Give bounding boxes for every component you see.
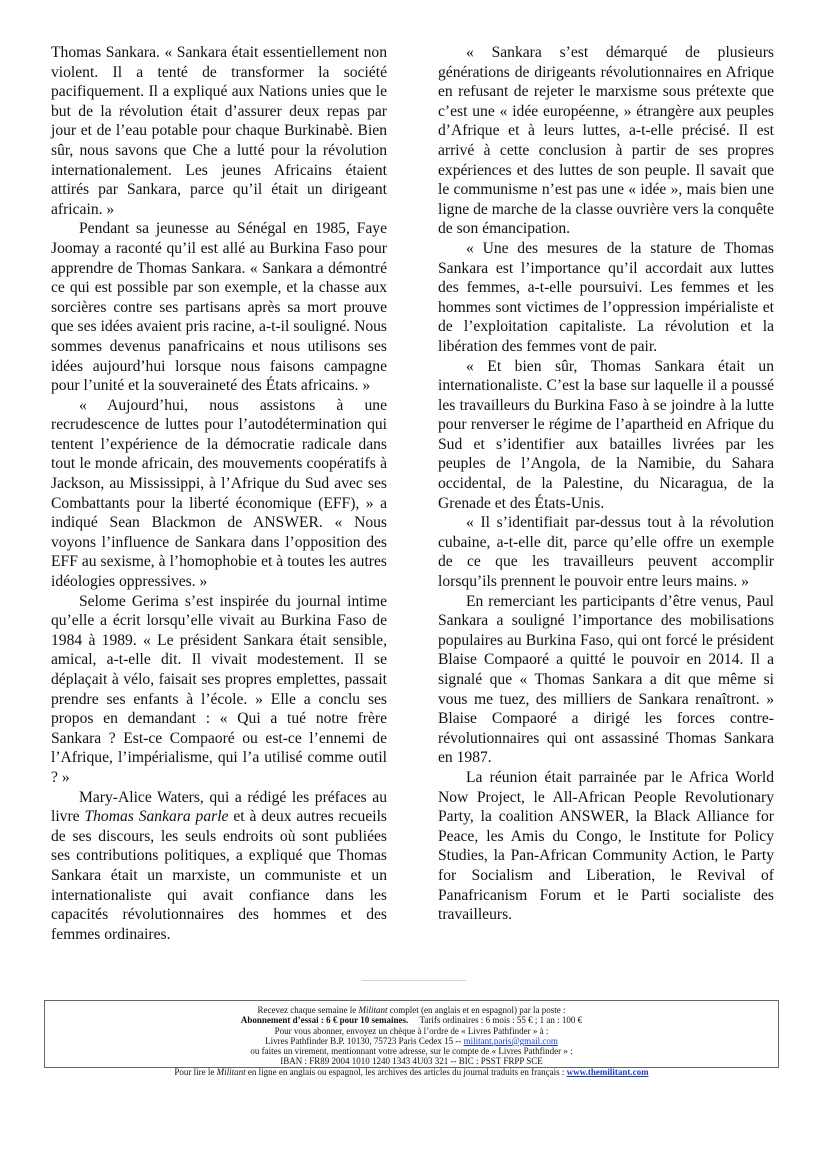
email-link[interactable]: militant.paris@gmail.com — [463, 1035, 558, 1046]
paragraph: « Aujourd’hui, nous assistons à une recrudescence de luttes pour l’autodétermination qui tentent l’expérience de la démocratie radicale dans tout le monde africain, des mouvements coopératifs à Jackson, au Mississippi, à l’Afrique du Sud avec ses Combattants pour la liberté économique (EFF), » a indiqué Sean Blackmon de ANSWER. « Nous voyons l’influence de Sankara dans l’opposition des EFF au sexisme, à l’homophobie et à toutes les autres idéologies oppressives. » — [51, 396, 387, 591]
paragraph: « Il s’identifiait par-dessus tout à la révolution cubaine, a-t-elle dit, parce qu’elle offre un exemple de ce que les travailleurs peuvent accomplir lorsqu’ils prennent le pouvoir entre leurs mains. » — [438, 514, 774, 591]
paragraph: Thomas Sankara. « Sankara était essentiellement non violent. Il a tenté de transformer la société pacifiquement. Il a expliqué aux Nations unies que le but de la révolution était d’assurer deux repas par jour et de l’eau potable pour chaque Burkinabè. Bien sûr, nous savons que Che a lutté pour la révolution internationalement. Les jeunes Africains étaient attirés par Sankara, parce qu’il était un dirigeant africain. » — [51, 44, 387, 218]
transfer-line: ou faites un virement, mentionnant votre adresse, sur le compte de « Livres Pathfinder » : — [250, 1046, 573, 1057]
instructions-line: Pour vous abonner, envoyez un chèque à l’ordre de « Livres Pathfinder » à : — [274, 1025, 549, 1036]
pricing-line — [45, 1015, 778, 1025]
paragraph — [51, 788, 387, 945]
footer-text: Recevez chaque semaine le — [257, 1005, 359, 1015]
paragraph: En remerciant les participants d’être venus, Paul Sankara a souligné l’importance des mobilisations populaires au Burkina Faso, qui ont forcé le président Blaise Compaoré a quitté le pouvoir en 2014. Il a signalé que « Thomas Sankara a dit que même si vous me tuez, des milliers de Sankara renaîtront. » Blaise Compaoré a dirigé les forces contre-révolutionnaires qui ont assassiné Thomas Sankara en 1987. — [438, 592, 774, 767]
paragraph-text: et à deux autres recueils de ses discours, les seuls endroits où sont publiées ses contributions politiques, a expliqué que Thomas Sankara était un marxiste, un communiste et un internationaliste qui avait confiance dans les capacités révolutionnaires des hommes et des femmes ordinaires. — [51, 808, 387, 943]
paragraph-text: Mary-Alice Waters, qui a rédigé les préfaces au livre — [51, 788, 387, 826]
regular-rates: Tarifs ordinaires : 6 mois : 55 € ; 1 an : 100 € — [419, 1015, 583, 1026]
newspaper-name: Militant — [216, 1066, 246, 1077]
paragraph: La réunion était parrainée par le Africa World Now Project, le All-African People Revolutionary Party, la coalition ANSWER, la Black Alliance for Peace, les Amis du Congo, le Institute for Policy Studies, la Pan-African Community Action, le Party for Socialism and Liberation, le Revival of Panafricanism Forum et le Parti socialiste des travailleurs. — [438, 768, 774, 924]
postal-address: Livres Pathfinder B.P. 10130, 75723 Paris Cedex 15 -- — [265, 1035, 464, 1046]
online-line — [45, 1067, 778, 1077]
footer-text: en ligne en anglais ou espagnol, les archives des articles du journal traduits en français : — [245, 1066, 567, 1077]
footer-text: Pour lire le — [174, 1066, 217, 1077]
paragraph: Selome Gerima s’est inspirée du journal intime qu’elle a écrit lorsqu’elle vivait au Burkina Faso de 1984 à 1989. « Le président Sankara était sensible, amical, a-t-elle dit. Il vivait modestement. Il se déplaçait à vélo, faisait ses propres emplettes, passait prendre ses enfants à l’école. » Elle a conclu ses propos en demandant : « Qui a tué notre frère Sankara ? Est-ce Compaoré ou est-ce l’ennemi de l’Afrique, l’impérialisme, qui l’a utilisé comme outil ? » — [51, 592, 387, 786]
right-column — [438, 43, 774, 925]
address-line — [45, 1036, 778, 1046]
paragraph: « Sankara s’est démarqué de plusieurs générations de dirigeants révolutionnaires en Afrique en refusant de rejeter le marxisme sous prétexte que c’est une « idée européenne, » étrangère aux peuples d’Afrique et à leurs luttes, a-t-elle précisé. Il est arrivé à cette conclusion à partir de ses propres expériences et des luttes de son peuple. Il savait que le communisme n’est pas une « idée », mais bien une ligne de marche de la classe ouvrière vers la conquête de son émancipation. — [438, 44, 774, 238]
column-end-divider — [362, 980, 466, 981]
footer-text: complet (en anglais et en espagnol) par la poste : — [387, 1005, 566, 1015]
paragraph: Pendant sa jeunesse au Sénégal en 1985, Faye Joomay a raconté qu’il est allé au Burkina Faso pour apprendre de Thomas Sankara. « Sankara a démontré ce qui est possible par son exemple, et la chasse aux sorcières contre ses partisans après sa mort prouve que ses idées avaient pris racine, a-t-il souligné. Nous sommes devenus panafricains et nous utilisons ses idées aujourd’hui lorsque nous faisons campagne pour l’unité et la souveraineté des États africains. » — [51, 220, 387, 395]
website-link[interactable]: www.themilitant.com — [566, 1066, 649, 1077]
subscription-line — [45, 1005, 778, 1015]
subscription-box — [44, 1000, 779, 1077]
newspaper-name: Militant — [358, 1005, 388, 1015]
paragraph: « Et bien sûr, Thomas Sankara était un internationaliste. C’est la base sur laquelle il a poussé les travailleurs du Burkina Faso à se joindre à la lutte pour renverser le régime de l’apartheid en Afrique du Sud et s’identifier aux batailles livrées par les peuples de l’Angola, de la Namibie, du Sahara occidental, de la Palestine, du Nicaragua, de la Grenade et des États-Unis. — [438, 357, 774, 512]
trial-offer: Abonnement d’essai : 6 € pour 10 semaines. — [240, 1015, 409, 1026]
bank-details: IBAN : FR89 2004 1010 1240 1343 4U03 321 -- BIC : PSST FRPP SCE — [280, 1056, 543, 1067]
left-column — [51, 43, 387, 944]
paragraph: « Une des mesures de la stature de Thomas Sankara est l’importance qu’il accordait aux luttes des femmes, a-t-elle poursuivi. Les femmes et les hommes sont victimes de l’oppression impérialiste et de l’exploitation capitaliste. La révolution et la libération des femmes vont de pair. — [438, 239, 774, 355]
book-title: Thomas Sankara parle — [84, 808, 229, 826]
